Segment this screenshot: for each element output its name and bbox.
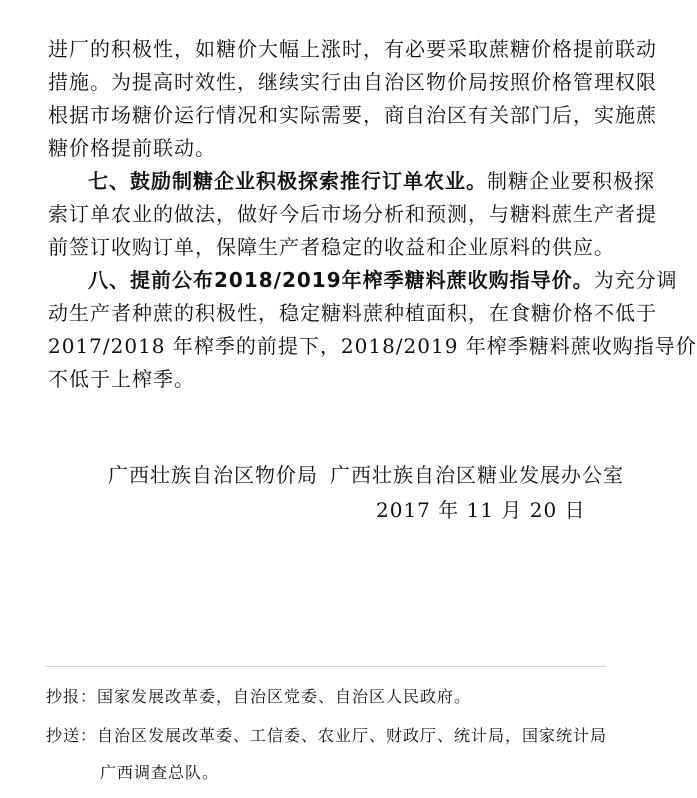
- footer-chaosong-cont: 广西调查总队。: [100, 763, 220, 782]
- section8-line-2: 动生产者种蔗的积极性，稳定糖料蔗种植面积，在食糖价格不低于: [48, 301, 657, 325]
- section8-first-line-rest: 为充分调: [593, 268, 678, 292]
- section7-first-line: [88, 168, 655, 194]
- para-cont-line-4: 糖价格提前联动。: [48, 136, 216, 160]
- footer-baobao-text: 国家发展改革委，自治区党委、自治区人民政府。: [97, 687, 472, 706]
- signature-date: 2017 年 11 月 20 日: [376, 498, 586, 522]
- footer-baobao-label: 抄报：: [46, 687, 98, 706]
- footer-chaosong: [46, 725, 607, 747]
- section8-heading: 八、提前公布2018/2019年榨季糖料蔗收购指导价。: [88, 268, 594, 292]
- para-cont-line-3: 根据市场糖价运行情况和实际需要，商自治区有关部门后，实施蔗: [48, 103, 657, 127]
- para-cont-line-1: 进厂的积极性，如糖价大幅上涨时，有必要采取蔗糖价格提前联动: [48, 37, 657, 61]
- signature-org-2: 广西壮族自治区糖业发展办公室: [330, 463, 624, 487]
- footer-chaosong-text: 自治区发展改革委、工信委、农业厅、财政厅、统计局，国家统计局: [97, 726, 608, 745]
- section7-line-2: 索订单农业的做法，做好今后市场分析和预测，与糖料蔗生产者提: [48, 202, 657, 226]
- footer-chaosong-label: 抄送：: [46, 726, 98, 745]
- section8-first-line: [88, 267, 678, 293]
- section8-line-4: 不低于上榨季。: [48, 367, 195, 391]
- section7-heading: 七、鼓励制糖企业积极探索推行订单农业。: [88, 169, 487, 193]
- para-cont-line-2: 措施。为提高时效性，继续实行由自治区物价局按照价格管理权限: [48, 70, 657, 94]
- section7-line-3: 前签订收购订单，保障生产者稳定的收益和企业原料的供应。: [48, 235, 615, 259]
- section7-first-line-rest: 制糖企业要积极探: [487, 169, 655, 193]
- section8-line-3: 2017/2018 年榨季的前提下，2018/2019 年榨季糖料蔗收购指导价: [48, 334, 697, 358]
- signature-org-1: 广西壮族自治区物价局: [108, 463, 318, 487]
- footer-baobao: [46, 686, 471, 708]
- footer-divider: [46, 666, 606, 667]
